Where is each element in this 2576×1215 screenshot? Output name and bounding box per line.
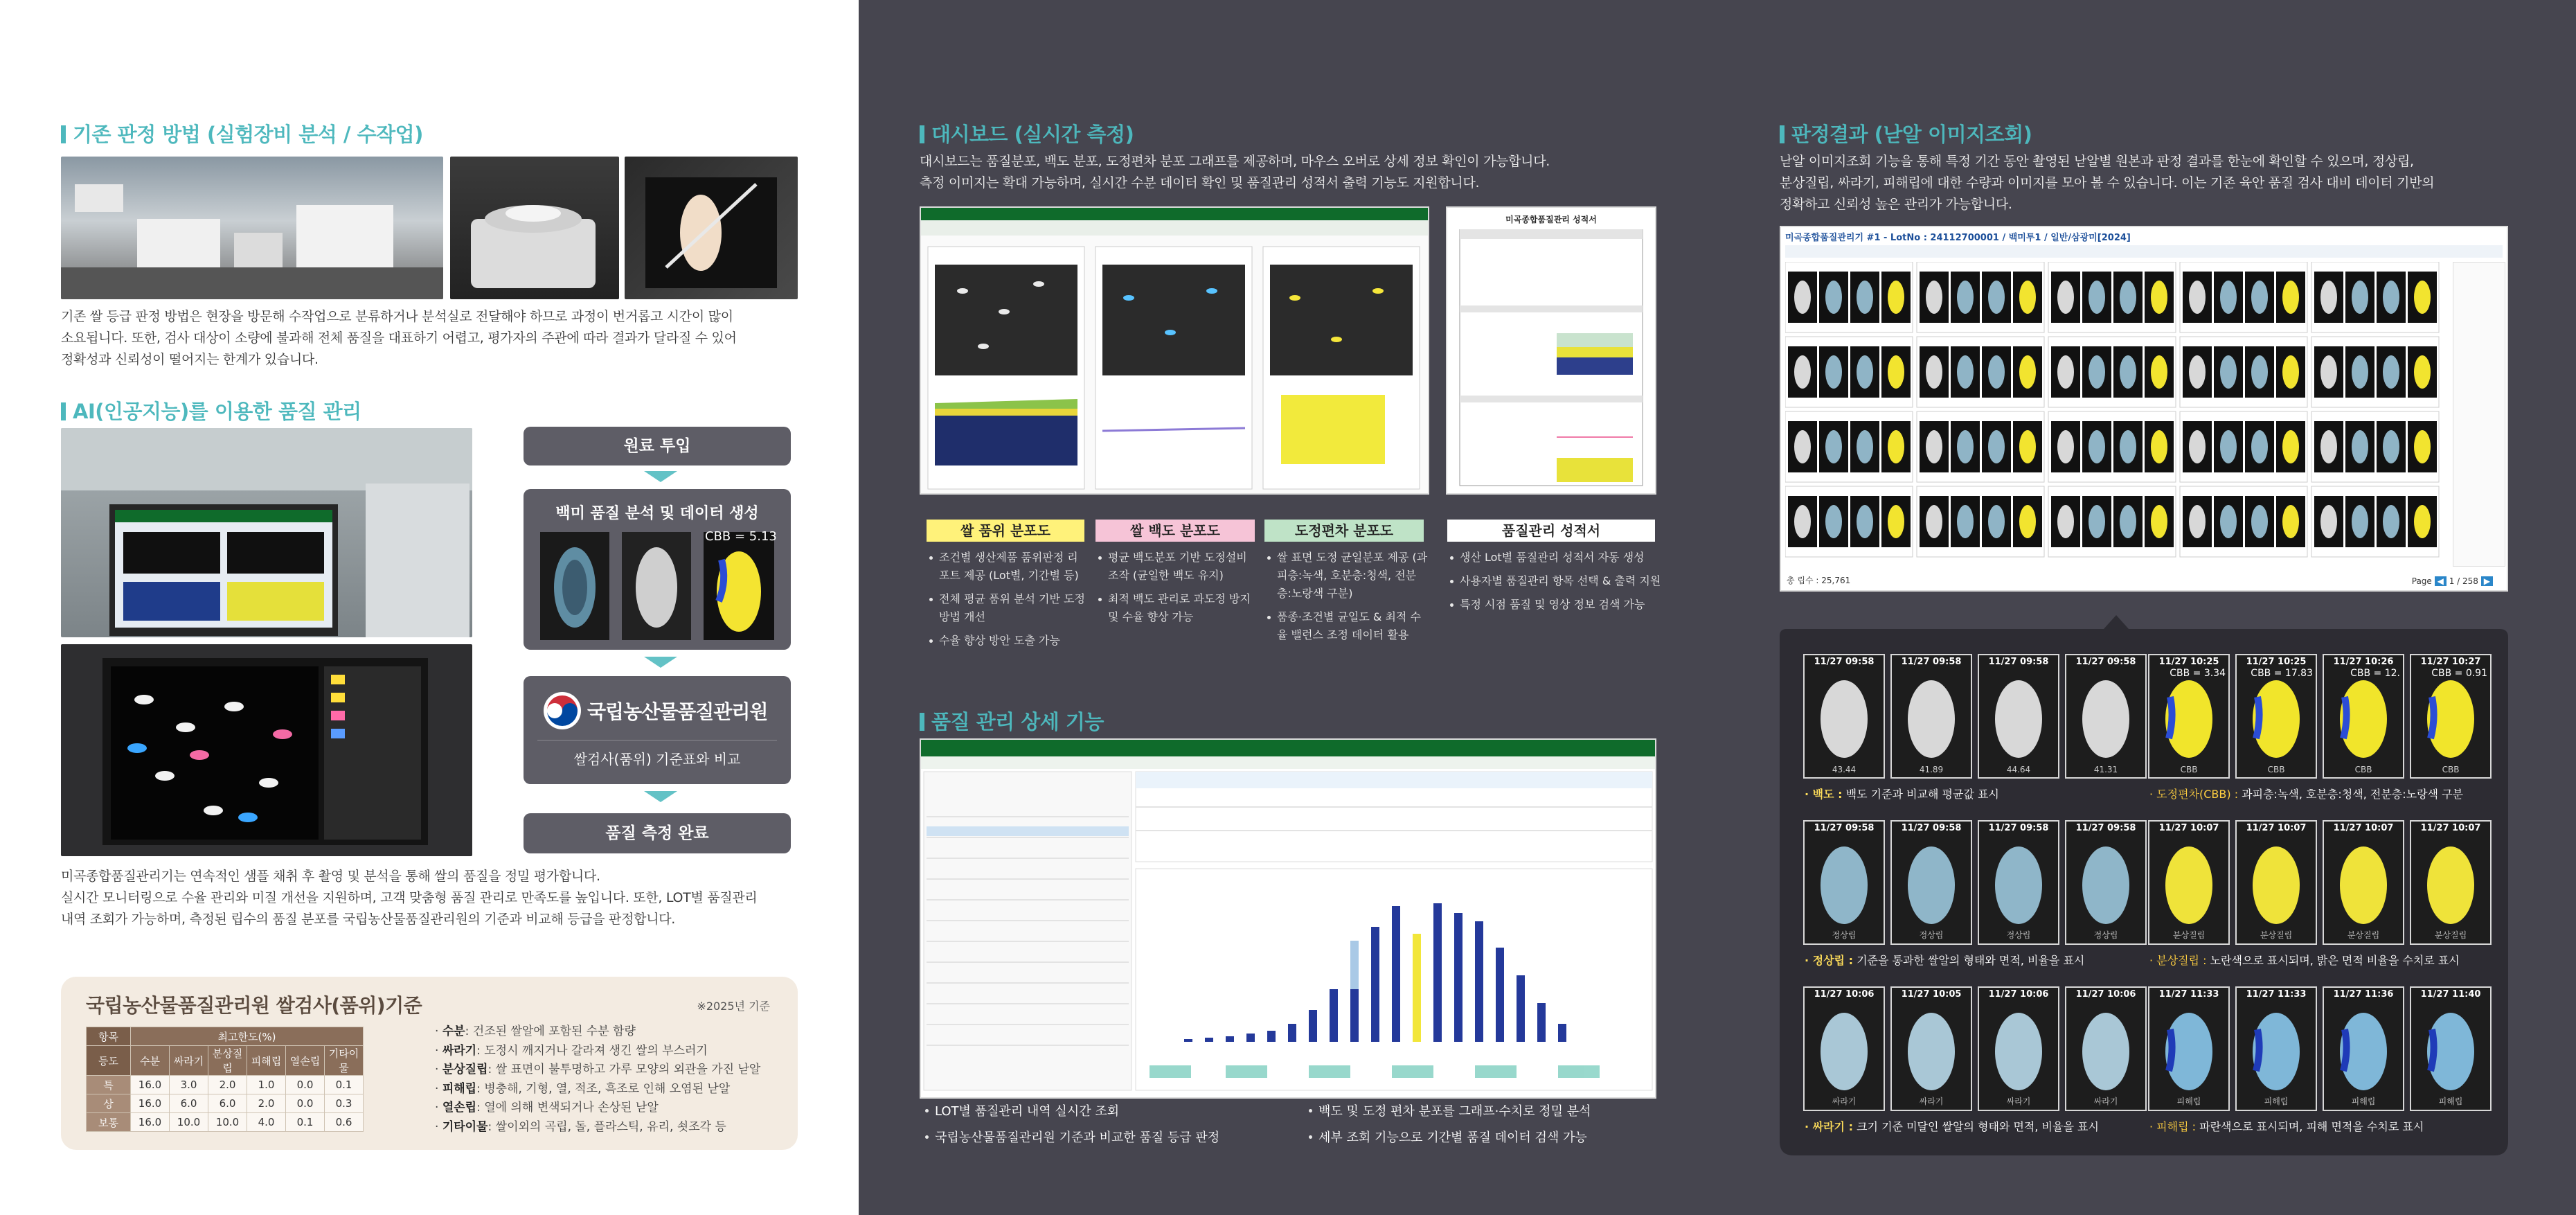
grain-timestamp: 11/27 10:07: [2158, 823, 2219, 833]
grain-tile[interactable]: [2410, 654, 2492, 779]
table-cell-grade: 상: [87, 1094, 131, 1113]
viewer-thumbnail[interactable]: [2048, 337, 2176, 407]
definition-item: · 기타이물: 쌀이외의 곡립, 돌, 플라스틱, 유리, 쇳조각 등: [435, 1119, 726, 1134]
pagination-label: Page: [2411, 576, 2432, 586]
monitor-analysis-photo: [61, 644, 472, 856]
grain-label: CBB: [2267, 765, 2285, 774]
caption-term: · 싸라기 :: [1805, 1120, 1853, 1133]
grain-label: 피해립: [2438, 1097, 2463, 1106]
viewer-thumbnail[interactable]: [2180, 262, 2307, 332]
text-line: 소요됩니다. 또한, 검사 대상이 소량에 불과해 전체 품질을 대표하기 어렵고, 평가자의 주관에 따라 결과가 달라질 수 있어: [61, 330, 737, 346]
viewer-thumbnail[interactable]: [2311, 486, 2439, 557]
bullet-item: 세부 조회 기능으로 기간별 품질 데이터 검색 가능: [1309, 1128, 1669, 1149]
grain-timestamp: 11/27 10:06: [1814, 989, 1875, 1000]
bullet-item: 특정 시점 품질 및 영상 정보 검색 가능: [1450, 596, 1665, 614]
text-line: 분상질립, 싸라기, 피해립에 대한 수량과 이미지를 모아 볼 수 있습니다. 이는 기존 육안 품질 검사 대비 데이터 기반의: [1780, 175, 2435, 190]
table-cell: 0.1: [286, 1113, 325, 1132]
definition-item: · 분상질립: 쌀 표면이 불투명하고 가루 모양의 외관을 가진 낟알: [435, 1063, 761, 1076]
grain-label: 정상립: [2006, 930, 2031, 940]
grain-image: [2237, 822, 2316, 943]
definition-term: 피해립: [442, 1081, 477, 1096]
table-cell: 2.0: [208, 1076, 247, 1094]
grain-timestamp: 11/27 09:58: [1988, 657, 2049, 667]
grain-image: [2411, 988, 2490, 1110]
table-col-header: 열손립: [286, 1046, 325, 1076]
viewer-thumbnail[interactable]: [1917, 337, 2044, 407]
viewer-thumbnail[interactable]: [1785, 337, 1913, 407]
table-row: [87, 1076, 364, 1094]
grain-cbb-value: CBB = 3.34: [2170, 668, 2226, 679]
grain-timestamp: 11/27 09:58: [1901, 657, 1962, 667]
grain-image: [1979, 822, 2058, 943]
grain-image: [1805, 988, 1884, 1110]
grain-label: 분상질립: [2172, 930, 2206, 940]
grain-timestamp: 11/27 09:58: [1901, 823, 1962, 833]
pagination-prev-icon[interactable]: ◀: [2435, 576, 2447, 586]
caption-term: · 백도 :: [1805, 788, 1843, 801]
grain-timestamp: 11/27 09:58: [2075, 823, 2136, 833]
table-cell: 1.0: [247, 1076, 286, 1094]
viewer-thumbnail[interactable]: [1917, 262, 2044, 332]
viewer-thumbnail[interactable]: [1917, 411, 2044, 482]
flow-step-analysis-label: 백미 품질 분석 및 데이터 생성: [555, 505, 759, 522]
pagination-current: 1: [2449, 576, 2455, 586]
bullet-item: 국립농산물품질관리원 기준과 비교한 품질 등급 판정: [925, 1128, 1313, 1149]
table-cell: 0.0: [286, 1076, 325, 1094]
bullet-item: 평균 백도분포 기반 도정설비 조작 (균일한 백도 유지): [1098, 549, 1256, 585]
bullet-item: 최적 백도 관리로 과도정 방지 및 수율 향상 가능: [1098, 590, 1256, 626]
table-cell: 6.0: [208, 1094, 247, 1113]
grain-image: [2411, 822, 2490, 943]
table-cell-grade: 특: [87, 1076, 131, 1094]
text-line: 정확하고 신뢰성 높은 관리가 가능합니다.: [1780, 197, 2012, 212]
table-row: [87, 1094, 364, 1113]
viewer-title: 미곡종합품질관리기 #1 - LotNo : 24112700001 / 백미투1 / 일반/삼광미[2024]: [1785, 233, 2131, 243]
grain-image: [1892, 988, 1971, 1110]
viewer-thumbnail[interactable]: [2180, 411, 2307, 482]
grain-tile[interactable]: [1890, 820, 1972, 945]
grain-label: 분상질립: [2434, 930, 2467, 940]
grain-label: CBB: [2180, 765, 2198, 774]
grain-image: [2066, 822, 2145, 943]
flow-arrow-icon: [644, 791, 677, 802]
results-description: [1780, 151, 2528, 215]
dashboard-description: [920, 151, 1681, 194]
viewer-thumbnail[interactable]: [2311, 411, 2439, 482]
caption-term: · 피해립 :: [2149, 1120, 2197, 1133]
viewer-grain-grid: [1785, 262, 2450, 567]
lab-equipment-photo: [61, 157, 443, 299]
grain-label: 피해립: [2264, 1097, 2289, 1106]
grain-caption: [2149, 786, 2463, 801]
viewer-filter-panel: [2453, 262, 2505, 567]
grain-timestamp: 11/27 10:25: [2246, 657, 2307, 667]
grain-tile[interactable]: [2323, 986, 2404, 1111]
bullets-whiteness: [1098, 549, 1256, 632]
dashboard-screenshot: [920, 206, 1429, 495]
table-cell: 6.0: [170, 1094, 208, 1113]
definition-text: : 쌀 표면이 불투명하고 가루 모양의 외관을 가진 낟알: [488, 1063, 761, 1076]
bullets-grade: [929, 549, 1089, 655]
grain-tile[interactable]: [1803, 820, 1885, 945]
section-title-ai-quality: AI(인공지능)를 이용한 품질 관리: [61, 396, 361, 425]
bullet-item: 쌀 표면 도정 균일분포 제공 (과피층:녹색, 호분층:청색, 전분층:노랑색 구분): [1267, 549, 1428, 603]
bullet-item: 백도 및 도정 편차 분포를 그래프·수치로 정밀 분석: [1309, 1101, 1669, 1122]
grain-image: [2066, 655, 2145, 777]
text-line: 미곡종합품질관리기는 연속적인 샘플 채취 후 촬영 및 분석을 통해 쌀의 품질을 정밀 평가합니다.: [61, 869, 600, 884]
pagination-next-icon[interactable]: ▶: [2481, 576, 2493, 586]
grain-label: CBB: [2354, 765, 2372, 774]
grain-image: [2149, 822, 2228, 943]
scale-photo: [450, 157, 619, 299]
grain-tile[interactable]: [2323, 820, 2404, 945]
grain-tile[interactable]: [1803, 654, 1885, 779]
table-cell: 3.0: [170, 1076, 208, 1094]
grain-tile[interactable]: [2235, 820, 2317, 945]
grain-label: 정상립: [1832, 930, 1857, 940]
bullet-item: 전체 평균 품위 분석 기반 도정방법 개선: [929, 590, 1089, 626]
grain-caption: [1805, 786, 1999, 801]
grain-tile[interactable]: [2235, 986, 2317, 1111]
grain-label: 싸라기: [1832, 1097, 1857, 1106]
bullet-item: 품종·조건별 균일도 & 최적 수율 밸런스 조정 데이터 활용: [1267, 608, 1428, 644]
factory-monitor-photo: [61, 428, 472, 637]
standard-year-note: ※2025년 기준: [697, 1000, 770, 1013]
caption-text: 파란색으로 표시되며, 피해 면적을 수치로 표시: [2196, 1120, 2424, 1133]
table-cell: 10.0: [208, 1113, 247, 1132]
table-cell: 0.3: [325, 1094, 364, 1113]
viewer-toolbar: [1785, 245, 2503, 258]
grain-tile[interactable]: [1890, 986, 1972, 1111]
grain-image: [2324, 988, 2403, 1110]
grain-tile[interactable]: [2410, 820, 2492, 945]
viewer-thumbnail[interactable]: [2311, 262, 2439, 332]
grain-label: 피해립: [2176, 1097, 2201, 1106]
text-line: 대시보드는 품질분포, 백도 분포, 도정편차 분포 그래프를 제공하며, 마우스 오버로 상세 정보 확인이 가능합니다.: [920, 154, 1550, 169]
table-header-grade: 등도: [87, 1046, 131, 1076]
flow-step-analysis: [524, 489, 791, 650]
grain-label: 41.89: [1919, 765, 1944, 774]
table-cell: 0.6: [325, 1113, 364, 1132]
text-line: 낟알 이미지조회 기능을 통해 특정 기간 동안 촬영된 낟알별 원본과 판정 결과를 한눈에 확인할 수 있으며, 정상립,: [1780, 154, 2414, 169]
grain-tile[interactable]: [2065, 820, 2147, 945]
definition-term: 수분: [442, 1025, 465, 1038]
grain-cbb-value: CBB = 12.: [2350, 668, 2400, 679]
grain-label: 43.44: [1832, 765, 1857, 774]
quality-detail-bullets-left: [925, 1101, 1313, 1154]
viewer-pagination: [2412, 576, 2493, 586]
viewer-total-count: 총 립수 : 25,761: [1787, 576, 1851, 585]
caption-term: · 정상립 :: [1805, 954, 1853, 967]
table-cell: 0.0: [286, 1094, 325, 1113]
grain-label: CBB: [2442, 765, 2460, 774]
grain-cbb-value: CBB = 17.83: [2251, 668, 2313, 679]
label-grade-distribution: 쌀 품위 분포도: [927, 520, 1084, 542]
caption-text: 과피층:녹색, 호분층:청색, 전분층:노랑색 구분: [2238, 788, 2463, 801]
grain-tile[interactable]: [1890, 654, 1972, 779]
grain-tile[interactable]: [1978, 986, 2059, 1111]
grain-label: 정상립: [2093, 930, 2118, 940]
grain-tile[interactable]: [2323, 654, 2404, 779]
grain-tile[interactable]: [2410, 986, 2492, 1111]
quality-report-screenshot: [1446, 206, 1656, 495]
standard-title: 국립농산물품질관리원 쌀검사(품위)기준: [86, 994, 422, 1017]
label-whiteness-distribution: 쌀 백도 분포도: [1095, 520, 1255, 542]
viewer-thumbnail[interactable]: [1785, 411, 1913, 482]
table-col-header: 싸라기: [170, 1046, 208, 1076]
grain-tile[interactable]: [2235, 654, 2317, 779]
definition-text: : 쌀이외의 곡립, 돌, 플라스틱, 유리, 쇳조각 등: [488, 1119, 726, 1134]
bullets-report: [1450, 549, 1665, 619]
viewer-thumbnail[interactable]: [2311, 337, 2439, 407]
standard-table: [86, 1027, 364, 1132]
definition-text: : 열에 의해 변색되거나 손상된 낟알: [476, 1101, 659, 1115]
grain-image: [1805, 655, 1884, 777]
viewer-thumbnail[interactable]: [1785, 486, 1913, 557]
grain-label: 싸라기: [2093, 1097, 2118, 1106]
table-col-header: 수분: [131, 1046, 170, 1076]
text-line: 정확성과 신뢰성이 떨어지는 한계가 있습니다.: [61, 352, 319, 367]
grain-timestamp: 11/27 09:58: [1814, 823, 1875, 833]
table-cell: 10.0: [170, 1113, 208, 1132]
flow-step-raw-input: 원료 투입: [524, 427, 791, 465]
grain-caption: [2149, 1118, 2424, 1134]
table-cell: 16.0: [131, 1113, 170, 1132]
table-cell: 16.0: [131, 1094, 170, 1113]
bullet-item: 조건별 생산제품 품위판정 리포트 제공 (Lot별, 기간별 등): [929, 549, 1089, 585]
table-header-item: 항목: [87, 1027, 131, 1046]
grain-image: [1979, 988, 2058, 1110]
definition-text: : 병충해, 기형, 열, 적조, 흑조로 인해 오염된 낟알: [476, 1081, 731, 1096]
grain-timestamp: 11/27 10:25: [2158, 657, 2219, 667]
grain-analysis-images: [540, 532, 774, 640]
section-title-dashboard: 대시보드 (실시간 측정): [920, 119, 1134, 148]
grain-tile[interactable]: [1978, 820, 2059, 945]
ai-quality-description: [61, 866, 816, 930]
grain-tile[interactable]: [1978, 654, 2059, 779]
grain-tile[interactable]: [2065, 654, 2147, 779]
report-title: 미곡종합품질관리 성적서: [1505, 215, 1597, 224]
grain-timestamp: 11/27 10:07: [2333, 823, 2394, 833]
table-col-header: 기타이물: [325, 1046, 364, 1076]
bullet-item: 사용자별 품질관리 항목 선택 & 출력 지원: [1450, 572, 1665, 590]
definition-item: · 피해립: 병충해, 기형, 열, 적조, 흑조로 인해 오염된 낟알: [435, 1081, 731, 1096]
grain-label: 41.31: [2093, 765, 2118, 774]
viewer-thumbnail[interactable]: [2048, 262, 2176, 332]
grain-timestamp: 11/27 10:06: [1988, 989, 2049, 1000]
definition-item: · 싸라기: 도정시 깨지거나 갈라져 생긴 쌀의 부스러기: [435, 1043, 708, 1058]
grain-label: 싸라기: [2006, 1097, 2031, 1106]
legacy-method-description: [61, 306, 809, 371]
grain-image: [1892, 655, 1971, 777]
table-cell: 0.1: [325, 1076, 364, 1094]
grain-label: 싸라기: [1919, 1097, 1944, 1106]
grain-tile[interactable]: [2148, 820, 2230, 945]
bullet-item: 생산 Lot별 품질관리 성적서 자동 생성: [1450, 549, 1665, 567]
table-cell: 2.0: [247, 1094, 286, 1113]
viewer-thumbnail[interactable]: [1917, 486, 2044, 557]
grain-caption: [1805, 1118, 2099, 1134]
table-col-header: 분상질립: [208, 1046, 247, 1076]
caption-text: 크기 기준 미달인 쌀알의 형태와 면적, 비율을 표시: [1853, 1120, 2099, 1133]
caption-term: · 분상질립 :: [2149, 954, 2207, 967]
grain-tile[interactable]: [2065, 986, 2147, 1111]
section-title-legacy-method: 기존 판정 방법 (실험장비 분석 / 수작업): [61, 119, 423, 148]
grain-timestamp: 11/27 11:33: [2158, 989, 2219, 1000]
taegeuk-logo-icon: [543, 691, 582, 730]
grain-caption: [2149, 952, 2460, 968]
table-cell: 16.0: [131, 1076, 170, 1094]
grain-timestamp: 11/27 10:07: [2246, 823, 2307, 833]
flow-arrow-icon: [644, 471, 677, 482]
grain-timestamp: 11/27 10:06: [2075, 989, 2136, 1000]
manual-sorting-photo: [625, 157, 798, 299]
grain-timestamp: 11/27 10:05: [1901, 989, 1962, 1000]
definition-text: : 건조된 쌀알에 포함된 수분 함량: [465, 1025, 636, 1038]
definition-term: 싸라기: [442, 1043, 477, 1058]
viewer-thumbnail[interactable]: [2180, 337, 2307, 407]
standard-definitions: [435, 1022, 760, 1137]
definition-term: 기타이물: [442, 1119, 488, 1134]
viewer-thumbnail[interactable]: [2180, 486, 2307, 557]
left-column: [0, 0, 859, 1215]
flow-step-org-compare: [524, 676, 791, 784]
table-cell-grade: 보통: [87, 1113, 131, 1132]
text-line: 측정 이미지는 확대 가능하며, 실시간 수분 데이터 확인 및 품질관리 성적서 출력 기능도 지원합니다.: [920, 175, 1480, 190]
label-quality-report: 품질관리 성적서: [1447, 520, 1655, 542]
grain-image: [2066, 988, 2145, 1110]
table-cell: 4.0: [247, 1113, 286, 1132]
bullet-item: LOT별 품질관리 내역 실시간 조회: [925, 1101, 1313, 1122]
table-row: [87, 1113, 364, 1132]
grading-standard-box: [61, 977, 798, 1150]
grain-label: 분상질립: [2260, 930, 2293, 940]
quality-detail-screenshot: [920, 738, 1656, 1099]
definition-text: : 도정시 깨지거나 갈라져 생긴 쌀의 부스러기: [476, 1043, 708, 1058]
table-col-header: 피해립: [247, 1046, 286, 1076]
section-title-results: 판정결과 (낟알 이미지조회): [1780, 119, 2032, 148]
flow-arrow-icon: [644, 657, 677, 668]
grain-label: 44.64: [2006, 765, 2031, 774]
definition-term: 분상질립: [442, 1063, 488, 1076]
grain-viewer-screenshot: [1780, 226, 2508, 592]
definition-item: · 수분: 건조된 쌀알에 포함된 수분 함량: [435, 1025, 636, 1038]
section-title-quality-detail: 품질 관리 상세 기능: [920, 707, 1104, 735]
grain-label: 피해립: [2351, 1097, 2376, 1106]
grain-timestamp: 11/27 11:40: [2420, 989, 2481, 1000]
grain-timestamp: 11/27 11:36: [2333, 989, 2394, 1000]
caption-term: · 도정편차(CBB) :: [2149, 788, 2239, 801]
caption-text: 백도 기준과 비교해 평균값 표시: [1842, 788, 1999, 801]
grain-timestamp: 11/27 10:27: [2420, 657, 2481, 667]
grain-caption: [1805, 952, 2084, 968]
org-name: 국립농산물품질관리원: [587, 700, 768, 723]
viewer-thumbnail[interactable]: [2048, 411, 2176, 482]
grain-cbb-value: CBB = 0.91: [2431, 668, 2487, 679]
bullet-item: 수율 향상 방안 도출 가능: [929, 632, 1089, 650]
flow-step-complete: 품질 측정 완료: [524, 813, 791, 853]
grain-image: [2237, 988, 2316, 1110]
bullets-milling: [1267, 549, 1428, 650]
grain-tile[interactable]: [2148, 654, 2230, 779]
grain-timestamp: 11/27 10:07: [2420, 823, 2481, 833]
grain-timestamp: 11/27 09:58: [1814, 657, 1875, 667]
viewer-thumbnail[interactable]: [2048, 486, 2176, 557]
cbb-value-label: CBB = 5.13: [705, 529, 777, 544]
grain-image: [1892, 822, 1971, 943]
grain-image: [1805, 822, 1884, 943]
label-milling-deviation-distribution: 도정편차 분포도: [1264, 520, 1424, 542]
grain-tile[interactable]: [1803, 986, 1885, 1111]
grain-timestamp: 11/27 09:58: [2075, 657, 2136, 667]
caption-text: 기준을 통과한 쌀알의 형태와 면적, 비율을 표시: [1853, 954, 2085, 967]
grain-image: [1979, 655, 2058, 777]
grain-timestamp: 11/27 10:26: [2333, 657, 2394, 667]
grain-image: [2149, 988, 2228, 1110]
definition-item: · 열손립: 열에 의해 변색되거나 손상된 낟알: [435, 1101, 659, 1115]
caption-text: 노란색으로 표시되며, 밝은 면적 비율을 수치로 표시: [2206, 954, 2460, 967]
table-header-limit: 최고한도(%): [131, 1027, 364, 1046]
flow-step-compare-label: 쌀검사(품위) 기준표와 비교: [573, 751, 741, 768]
grain-tile[interactable]: [2148, 986, 2230, 1111]
grain-timestamp: 11/27 09:58: [1988, 823, 2049, 833]
text-line: 내역 조회가 가능하며, 측정된 립수의 품질 분포를 국립농산물품질관리원의 기준과 비교해 등급을 판정합니다.: [61, 912, 676, 927]
quality-detail-bullets-right: [1309, 1101, 1669, 1154]
grain-label: 분상질립: [2347, 930, 2380, 940]
grain-label: 정상립: [1919, 930, 1944, 940]
viewer-thumbnail[interactable]: [1785, 262, 1913, 332]
text-line: 기존 쌀 등급 판정 방법은 현장을 방문해 수작업으로 분류하거나 분석실로 전달해야 하므로 과정이 번거롭고 시간이 많이: [61, 309, 733, 324]
grain-timestamp: 11/27 11:33: [2246, 989, 2307, 1000]
pagination-total: / 258: [2457, 576, 2478, 586]
definition-term: 열손립: [442, 1101, 477, 1115]
text-line: 실시간 모니터링으로 수율 관리와 미질 개선을 지원하며, 고객 맞춤형 품질 관리로 만족도를 높입니다. 또한, LOT별 품질관리: [61, 890, 758, 905]
grain-image: [2324, 822, 2403, 943]
